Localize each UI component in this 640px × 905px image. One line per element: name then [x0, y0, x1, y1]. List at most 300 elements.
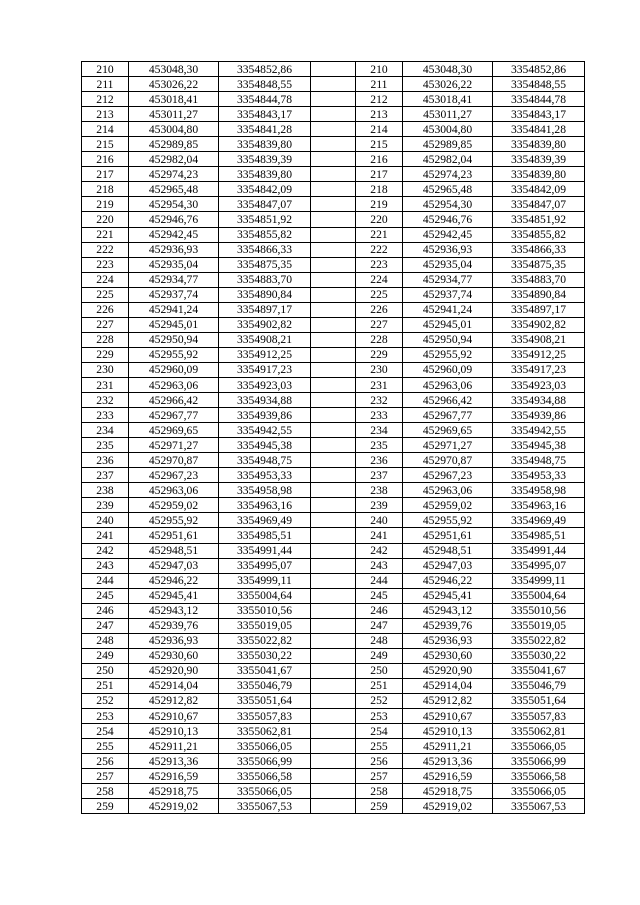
- right-coordinate-x-cell: 452912,82: [403, 693, 493, 708]
- right-coordinate-x-cell: 452967,77: [403, 408, 493, 423]
- table-row: [82, 769, 585, 784]
- right-coordinate-x-cell: 452954,30: [403, 197, 493, 212]
- left-coordinate-y-cell: 3354839,39: [219, 152, 311, 167]
- left-coordinate-y-cell: 3354848,55: [219, 77, 311, 92]
- right-point-number-cell: 246: [356, 603, 403, 618]
- right-coordinate-x-cell: 452920,90: [403, 663, 493, 678]
- right-coordinate-y-cell: 3355067,53: [493, 799, 585, 814]
- table-row: [82, 408, 585, 423]
- left-coordinate-x-cell: 452913,36: [129, 754, 219, 769]
- right-point-number-cell: 229: [356, 347, 403, 362]
- right-coordinate-x-cell: 452943,12: [403, 603, 493, 618]
- right-coordinate-x-cell: 452966,42: [403, 393, 493, 408]
- left-coordinate-y-cell: 3355062,81: [219, 724, 311, 739]
- column-gap: [311, 242, 356, 257]
- right-coordinate-x-cell: 452918,75: [403, 784, 493, 799]
- left-coordinate-y-cell: 3355066,58: [219, 769, 311, 784]
- right-coordinate-x-cell: 452910,67: [403, 709, 493, 724]
- right-point-number-cell: 226: [356, 302, 403, 317]
- right-coordinate-x-cell: 452989,85: [403, 137, 493, 152]
- right-coordinate-y-cell: 3354855,82: [493, 227, 585, 242]
- left-coordinate-x-cell: 452967,77: [129, 408, 219, 423]
- right-coordinate-y-cell: 3354985,51: [493, 528, 585, 543]
- column-gap: [311, 784, 356, 799]
- table-row: [82, 227, 585, 242]
- column-gap: [311, 332, 356, 347]
- left-point-number-cell: 247: [82, 618, 129, 633]
- right-point-number-cell: 219: [356, 197, 403, 212]
- left-coordinate-x-cell: 452951,61: [129, 528, 219, 543]
- left-coordinate-x-cell: 452950,94: [129, 332, 219, 347]
- left-point-number-cell: 252: [82, 693, 129, 708]
- left-coordinate-y-cell: 3354841,28: [219, 122, 311, 137]
- column-gap: [311, 423, 356, 438]
- left-point-number-cell: 223: [82, 257, 129, 272]
- right-coordinate-y-cell: 3355004,64: [493, 588, 585, 603]
- right-point-number-cell: 245: [356, 588, 403, 603]
- table-row: [82, 603, 585, 618]
- right-coordinate-y-cell: 3354939,86: [493, 408, 585, 423]
- left-coordinate-x-cell: 452935,04: [129, 257, 219, 272]
- left-point-number-cell: 230: [82, 362, 129, 377]
- table-row: [82, 167, 585, 182]
- right-point-number-cell: 242: [356, 543, 403, 558]
- left-coordinate-x-cell: 453026,22: [129, 77, 219, 92]
- right-coordinate-y-cell: 3354839,80: [493, 137, 585, 152]
- right-point-number-cell: 220: [356, 212, 403, 227]
- left-coordinate-y-cell: 3355066,05: [219, 784, 311, 799]
- left-coordinate-x-cell: 452969,65: [129, 423, 219, 438]
- right-point-number-cell: 256: [356, 754, 403, 769]
- right-point-number-cell: 244: [356, 573, 403, 588]
- right-point-number-cell: 254: [356, 724, 403, 739]
- right-coordinate-x-cell: 452946,76: [403, 212, 493, 227]
- right-coordinate-x-cell: 452946,22: [403, 573, 493, 588]
- right-coordinate-x-cell: 452948,51: [403, 543, 493, 558]
- right-coordinate-y-cell: 3354852,86: [493, 62, 585, 77]
- table-row: [82, 107, 585, 122]
- right-coordinate-y-cell: 3355041,67: [493, 663, 585, 678]
- table-row: [82, 498, 585, 513]
- table-row: [82, 588, 585, 603]
- right-coordinate-y-cell: 3355057,83: [493, 709, 585, 724]
- right-coordinate-y-cell: 3354839,39: [493, 152, 585, 167]
- column-gap: [311, 287, 356, 302]
- column-gap: [311, 317, 356, 332]
- right-coordinate-y-cell: 3355030,22: [493, 648, 585, 663]
- left-coordinate-x-cell: 452910,67: [129, 709, 219, 724]
- column-gap: [311, 693, 356, 708]
- right-coordinate-y-cell: 3355022,82: [493, 633, 585, 648]
- right-coordinate-y-cell: 3354923,03: [493, 377, 585, 392]
- column-gap: [311, 377, 356, 392]
- right-coordinate-y-cell: 3355051,64: [493, 693, 585, 708]
- table-row: [82, 212, 585, 227]
- left-coordinate-x-cell: 452989,85: [129, 137, 219, 152]
- left-coordinate-y-cell: 3354917,23: [219, 362, 311, 377]
- right-coordinate-y-cell: 3355066,05: [493, 784, 585, 799]
- left-coordinate-x-cell: 452963,06: [129, 483, 219, 498]
- right-point-number-cell: 212: [356, 92, 403, 107]
- right-coordinate-x-cell: 452970,87: [403, 453, 493, 468]
- right-coordinate-x-cell: 452963,06: [403, 483, 493, 498]
- left-coordinate-y-cell: 3354923,03: [219, 377, 311, 392]
- left-coordinate-y-cell: 3354842,09: [219, 182, 311, 197]
- left-coordinate-y-cell: 3355066,05: [219, 739, 311, 754]
- left-point-number-cell: 258: [82, 784, 129, 799]
- column-gap: [311, 618, 356, 633]
- right-coordinate-y-cell: 3354842,09: [493, 182, 585, 197]
- right-point-number-cell: 248: [356, 633, 403, 648]
- left-coordinate-x-cell: 452939,76: [129, 618, 219, 633]
- table-row: [82, 122, 585, 137]
- left-coordinate-x-cell: 452945,41: [129, 588, 219, 603]
- right-point-number-cell: 224: [356, 272, 403, 287]
- left-coordinate-x-cell: 452960,09: [129, 362, 219, 377]
- left-coordinate-x-cell: 452974,23: [129, 167, 219, 182]
- column-gap: [311, 709, 356, 724]
- column-gap: [311, 62, 356, 77]
- right-coordinate-y-cell: 3354963,16: [493, 498, 585, 513]
- left-coordinate-y-cell: 3355030,22: [219, 648, 311, 663]
- right-coordinate-y-cell: 3354851,92: [493, 212, 585, 227]
- left-point-number-cell: 242: [82, 543, 129, 558]
- left-coordinate-x-cell: 452942,45: [129, 227, 219, 242]
- left-coordinate-y-cell: 3354855,82: [219, 227, 311, 242]
- column-gap: [311, 724, 356, 739]
- left-coordinate-y-cell: 3355019,05: [219, 618, 311, 633]
- table-row: [82, 483, 585, 498]
- left-point-number-cell: 211: [82, 77, 129, 92]
- left-point-number-cell: 249: [82, 648, 129, 663]
- right-coordinate-x-cell: 452935,04: [403, 257, 493, 272]
- right-coordinate-y-cell: 3355010,56: [493, 603, 585, 618]
- left-coordinate-x-cell: 452943,12: [129, 603, 219, 618]
- left-coordinate-y-cell: 3354851,92: [219, 212, 311, 227]
- right-point-number-cell: 236: [356, 453, 403, 468]
- column-gap: [311, 438, 356, 453]
- right-coordinate-x-cell: 452945,41: [403, 588, 493, 603]
- left-point-number-cell: 222: [82, 242, 129, 257]
- table-row: [82, 152, 585, 167]
- right-coordinate-x-cell: 453011,27: [403, 107, 493, 122]
- right-coordinate-x-cell: 452967,23: [403, 468, 493, 483]
- left-point-number-cell: 216: [82, 152, 129, 167]
- right-coordinate-x-cell: 452950,94: [403, 332, 493, 347]
- right-coordinate-x-cell: 452919,02: [403, 799, 493, 814]
- left-coordinate-x-cell: 452910,13: [129, 724, 219, 739]
- right-coordinate-y-cell: 3354866,33: [493, 242, 585, 257]
- right-point-number-cell: 249: [356, 648, 403, 663]
- right-point-number-cell: 230: [356, 362, 403, 377]
- left-coordinate-x-cell: 452920,90: [129, 663, 219, 678]
- table-row: [82, 663, 585, 678]
- left-coordinate-x-cell: 452937,74: [129, 287, 219, 302]
- right-coordinate-x-cell: 452955,92: [403, 347, 493, 362]
- left-coordinate-x-cell: 452914,04: [129, 678, 219, 693]
- table-row: [82, 633, 585, 648]
- coordinate-table: [81, 61, 585, 814]
- left-coordinate-y-cell: 3355010,56: [219, 603, 311, 618]
- left-coordinate-y-cell: 3354866,33: [219, 242, 311, 257]
- right-coordinate-y-cell: 3355066,58: [493, 769, 585, 784]
- left-coordinate-y-cell: 3354942,55: [219, 423, 311, 438]
- left-coordinate-y-cell: 3354953,33: [219, 468, 311, 483]
- column-gap: [311, 212, 356, 227]
- left-coordinate-y-cell: 3354890,84: [219, 287, 311, 302]
- left-coordinate-y-cell: 3354847,07: [219, 197, 311, 212]
- column-gap: [311, 362, 356, 377]
- table-row: [82, 453, 585, 468]
- left-coordinate-y-cell: 3354963,16: [219, 498, 311, 513]
- right-point-number-cell: 217: [356, 167, 403, 182]
- right-coordinate-y-cell: 3355066,99: [493, 754, 585, 769]
- column-gap: [311, 197, 356, 212]
- left-point-number-cell: 248: [82, 633, 129, 648]
- right-coordinate-y-cell: 3354999,11: [493, 573, 585, 588]
- right-point-number-cell: 211: [356, 77, 403, 92]
- right-coordinate-y-cell: 3354844,78: [493, 92, 585, 107]
- right-coordinate-x-cell: 453018,41: [403, 92, 493, 107]
- column-gap: [311, 393, 356, 408]
- left-coordinate-x-cell: 452934,77: [129, 272, 219, 287]
- table-row: [82, 287, 585, 302]
- left-coordinate-x-cell: 452946,76: [129, 212, 219, 227]
- right-point-number-cell: 252: [356, 693, 403, 708]
- left-point-number-cell: 233: [82, 408, 129, 423]
- left-coordinate-y-cell: 3355022,82: [219, 633, 311, 648]
- left-coordinate-y-cell: 3354883,70: [219, 272, 311, 287]
- column-gap: [311, 633, 356, 648]
- left-point-number-cell: 213: [82, 107, 129, 122]
- table-row: [82, 739, 585, 754]
- left-point-number-cell: 231: [82, 377, 129, 392]
- right-coordinate-x-cell: 452969,65: [403, 423, 493, 438]
- right-coordinate-x-cell: 452951,61: [403, 528, 493, 543]
- column-gap: [311, 543, 356, 558]
- left-point-number-cell: 214: [82, 122, 129, 137]
- column-gap: [311, 799, 356, 814]
- left-point-number-cell: 250: [82, 663, 129, 678]
- left-coordinate-x-cell: 452936,93: [129, 242, 219, 257]
- column-gap: [311, 498, 356, 513]
- left-coordinate-y-cell: 3355057,83: [219, 709, 311, 724]
- right-coordinate-x-cell: 452936,93: [403, 633, 493, 648]
- right-coordinate-x-cell: 452959,02: [403, 498, 493, 513]
- right-coordinate-y-cell: 3355046,79: [493, 678, 585, 693]
- column-gap: [311, 92, 356, 107]
- left-coordinate-x-cell: 452965,48: [129, 182, 219, 197]
- right-coordinate-y-cell: 3354912,25: [493, 347, 585, 362]
- left-point-number-cell: 225: [82, 287, 129, 302]
- left-coordinate-x-cell: 453048,30: [129, 62, 219, 77]
- right-coordinate-y-cell: 3354883,70: [493, 272, 585, 287]
- left-coordinate-y-cell: 3354969,49: [219, 513, 311, 528]
- table-row: [82, 528, 585, 543]
- column-gap: [311, 468, 356, 483]
- right-point-number-cell: 218: [356, 182, 403, 197]
- right-point-number-cell: 221: [356, 227, 403, 242]
- right-point-number-cell: 238: [356, 483, 403, 498]
- left-coordinate-x-cell: 452971,27: [129, 438, 219, 453]
- table-row: [82, 558, 585, 573]
- right-coordinate-y-cell: 3354843,17: [493, 107, 585, 122]
- left-point-number-cell: 215: [82, 137, 129, 152]
- left-coordinate-x-cell: 452946,22: [129, 573, 219, 588]
- left-coordinate-y-cell: 3354912,25: [219, 347, 311, 362]
- table-row: [82, 513, 585, 528]
- right-coordinate-y-cell: 3354841,28: [493, 122, 585, 137]
- left-coordinate-x-cell: 452919,02: [129, 799, 219, 814]
- table-row: [82, 137, 585, 152]
- left-point-number-cell: 226: [82, 302, 129, 317]
- right-coordinate-x-cell: 452963,06: [403, 377, 493, 392]
- left-coordinate-x-cell: 452970,87: [129, 453, 219, 468]
- column-gap: [311, 122, 356, 137]
- right-coordinate-x-cell: 452916,59: [403, 769, 493, 784]
- column-gap: [311, 648, 356, 663]
- left-point-number-cell: 254: [82, 724, 129, 739]
- right-coordinate-x-cell: 452937,74: [403, 287, 493, 302]
- right-point-number-cell: 234: [356, 423, 403, 438]
- right-point-number-cell: 239: [356, 498, 403, 513]
- table-row: [82, 92, 585, 107]
- left-point-number-cell: 243: [82, 558, 129, 573]
- left-coordinate-x-cell: 452955,92: [129, 513, 219, 528]
- column-gap: [311, 257, 356, 272]
- table-row: [82, 709, 585, 724]
- left-coordinate-y-cell: 3355066,99: [219, 754, 311, 769]
- left-point-number-cell: 239: [82, 498, 129, 513]
- left-point-number-cell: 229: [82, 347, 129, 362]
- left-coordinate-x-cell: 453011,27: [129, 107, 219, 122]
- left-point-number-cell: 235: [82, 438, 129, 453]
- table-row: [82, 197, 585, 212]
- right-point-number-cell: 251: [356, 678, 403, 693]
- left-point-number-cell: 237: [82, 468, 129, 483]
- left-point-number-cell: 251: [82, 678, 129, 693]
- left-coordinate-y-cell: 3354897,17: [219, 302, 311, 317]
- left-coordinate-y-cell: 3354908,21: [219, 332, 311, 347]
- right-coordinate-x-cell: 452974,23: [403, 167, 493, 182]
- right-coordinate-y-cell: 3354934,88: [493, 393, 585, 408]
- left-point-number-cell: 240: [82, 513, 129, 528]
- left-coordinate-x-cell: 452941,24: [129, 302, 219, 317]
- right-coordinate-x-cell: 452930,60: [403, 648, 493, 663]
- right-point-number-cell: 243: [356, 558, 403, 573]
- right-point-number-cell: 257: [356, 769, 403, 784]
- table-row: [82, 347, 585, 362]
- right-coordinate-y-cell: 3354917,23: [493, 362, 585, 377]
- left-coordinate-y-cell: 3354945,38: [219, 438, 311, 453]
- right-point-number-cell: 223: [356, 257, 403, 272]
- left-coordinate-y-cell: 3354985,51: [219, 528, 311, 543]
- right-coordinate-y-cell: 3354953,33: [493, 468, 585, 483]
- left-point-number-cell: 217: [82, 167, 129, 182]
- left-point-number-cell: 220: [82, 212, 129, 227]
- left-point-number-cell: 210: [82, 62, 129, 77]
- left-point-number-cell: 256: [82, 754, 129, 769]
- right-point-number-cell: 250: [356, 663, 403, 678]
- right-coordinate-x-cell: 452947,03: [403, 558, 493, 573]
- right-coordinate-y-cell: 3354848,55: [493, 77, 585, 92]
- column-gap: [311, 453, 356, 468]
- left-coordinate-x-cell: 453004,80: [129, 122, 219, 137]
- left-point-number-cell: 244: [82, 573, 129, 588]
- right-point-number-cell: 215: [356, 137, 403, 152]
- column-gap: [311, 107, 356, 122]
- right-coordinate-y-cell: 3354991,44: [493, 543, 585, 558]
- right-coordinate-x-cell: 452955,92: [403, 513, 493, 528]
- table-row: [82, 182, 585, 197]
- left-coordinate-y-cell: 3354839,80: [219, 167, 311, 182]
- left-point-number-cell: 228: [82, 332, 129, 347]
- left-point-number-cell: 238: [82, 483, 129, 498]
- right-coordinate-x-cell: 452936,93: [403, 242, 493, 257]
- right-point-number-cell: 258: [356, 784, 403, 799]
- left-coordinate-y-cell: 3354991,44: [219, 543, 311, 558]
- right-coordinate-y-cell: 3354875,35: [493, 257, 585, 272]
- right-coordinate-x-cell: 453048,30: [403, 62, 493, 77]
- right-coordinate-y-cell: 3354969,49: [493, 513, 585, 528]
- right-coordinate-y-cell: 3354890,84: [493, 287, 585, 302]
- column-gap: [311, 483, 356, 498]
- table-row: [82, 317, 585, 332]
- right-point-number-cell: 241: [356, 528, 403, 543]
- right-coordinate-x-cell: 452965,48: [403, 182, 493, 197]
- left-point-number-cell: 234: [82, 423, 129, 438]
- left-point-number-cell: 224: [82, 272, 129, 287]
- left-point-number-cell: 241: [82, 528, 129, 543]
- column-gap: [311, 408, 356, 423]
- right-point-number-cell: 210: [356, 62, 403, 77]
- right-coordinate-x-cell: 452910,13: [403, 724, 493, 739]
- left-coordinate-y-cell: 3354843,17: [219, 107, 311, 122]
- right-coordinate-y-cell: 3354839,80: [493, 167, 585, 182]
- right-coordinate-x-cell: 452934,77: [403, 272, 493, 287]
- right-point-number-cell: 237: [356, 468, 403, 483]
- right-coordinate-x-cell: 452945,01: [403, 317, 493, 332]
- column-gap: [311, 528, 356, 543]
- right-coordinate-y-cell: 3354897,17: [493, 302, 585, 317]
- right-coordinate-x-cell: 452914,04: [403, 678, 493, 693]
- left-coordinate-x-cell: 452959,02: [129, 498, 219, 513]
- right-coordinate-y-cell: 3355019,05: [493, 618, 585, 633]
- column-gap: [311, 152, 356, 167]
- left-coordinate-y-cell: 3355046,79: [219, 678, 311, 693]
- table-row: [82, 393, 585, 408]
- column-gap: [311, 77, 356, 92]
- right-point-number-cell: 253: [356, 709, 403, 724]
- right-point-number-cell: 255: [356, 739, 403, 754]
- right-point-number-cell: 240: [356, 513, 403, 528]
- right-point-number-cell: 259: [356, 799, 403, 814]
- left-point-number-cell: 257: [82, 769, 129, 784]
- left-coordinate-x-cell: 452947,03: [129, 558, 219, 573]
- left-coordinate-y-cell: 3354839,80: [219, 137, 311, 152]
- right-coordinate-x-cell: 452941,24: [403, 302, 493, 317]
- right-coordinate-y-cell: 3354945,38: [493, 438, 585, 453]
- column-gap: [311, 739, 356, 754]
- left-coordinate-y-cell: 3354934,88: [219, 393, 311, 408]
- right-coordinate-x-cell: 452913,36: [403, 754, 493, 769]
- right-coordinate-y-cell: 3354902,82: [493, 317, 585, 332]
- table-row: [82, 543, 585, 558]
- left-coordinate-x-cell: 452948,51: [129, 543, 219, 558]
- left-coordinate-y-cell: 3355051,64: [219, 693, 311, 708]
- left-coordinate-x-cell: 452916,59: [129, 769, 219, 784]
- left-point-number-cell: 219: [82, 197, 129, 212]
